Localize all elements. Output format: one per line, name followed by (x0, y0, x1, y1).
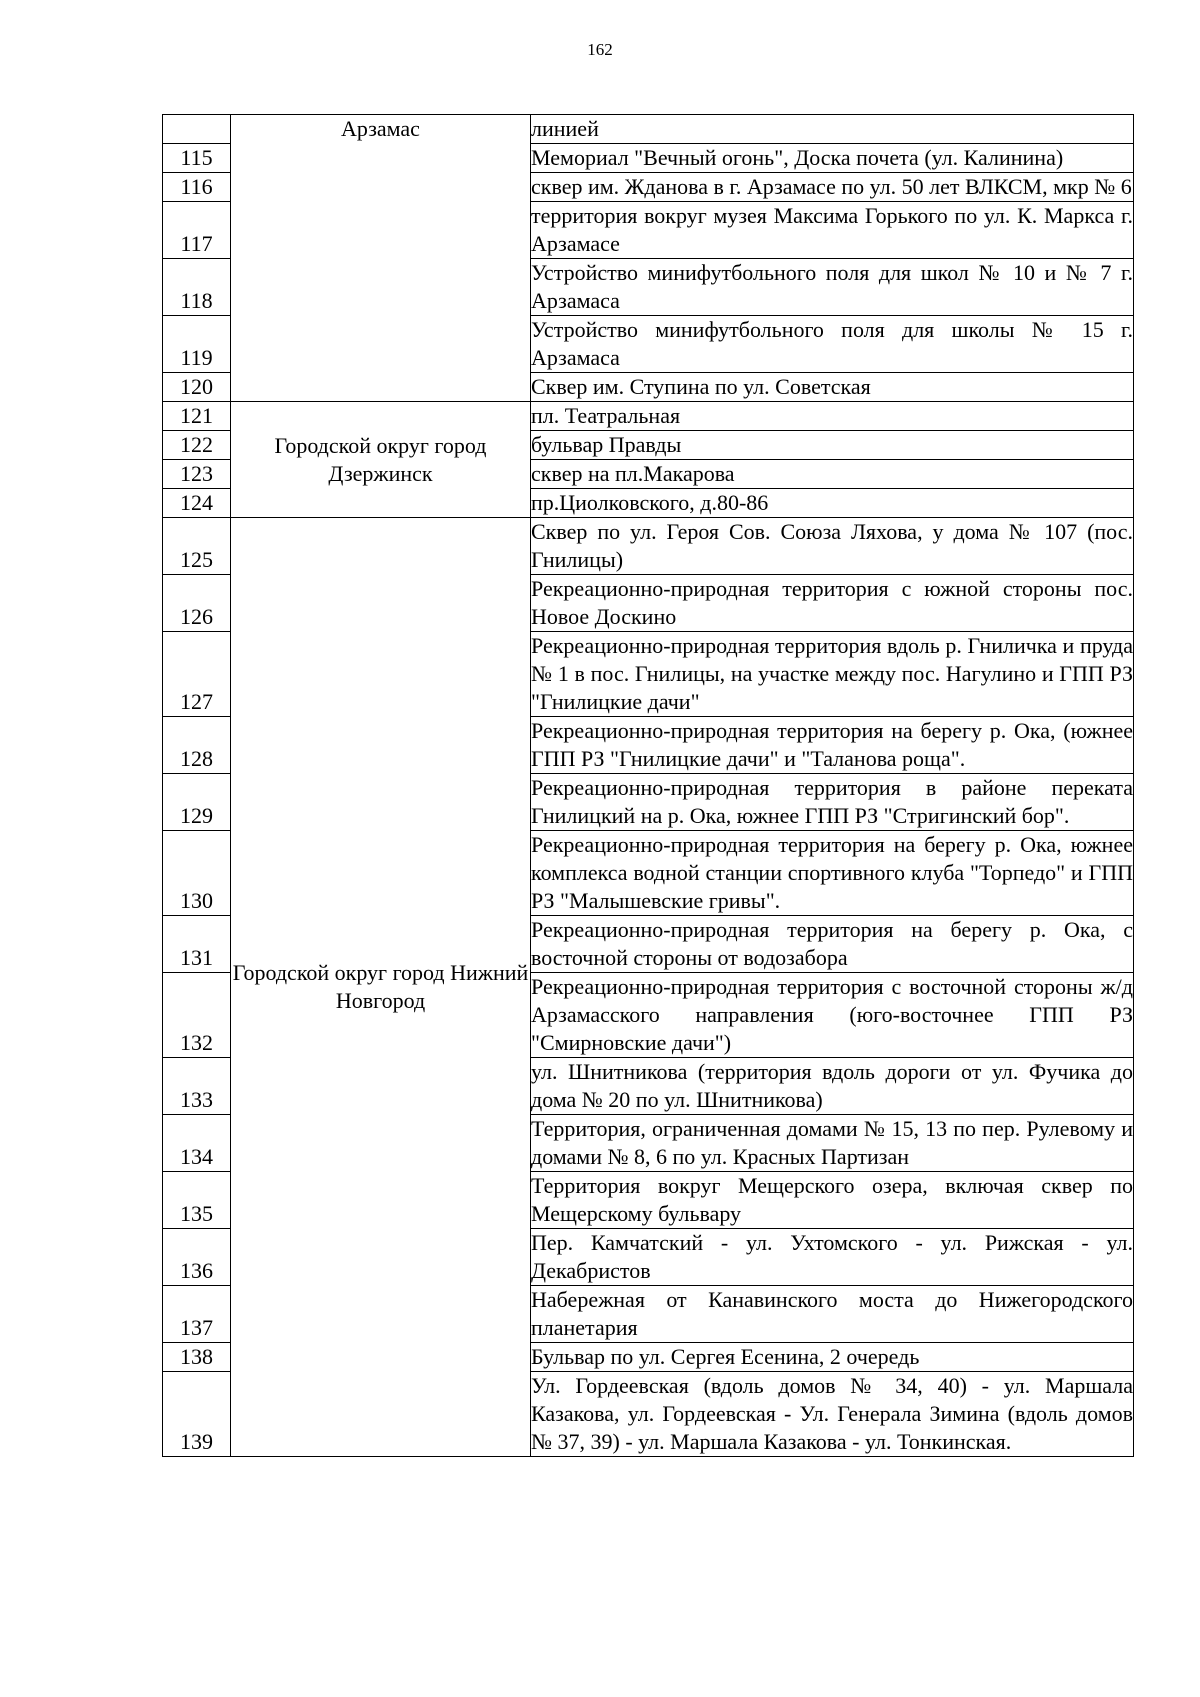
row-number: 128 (163, 717, 231, 774)
row-number: 126 (163, 575, 231, 632)
page-number: 162 (587, 40, 613, 59)
territory-description: территория вокруг музея Максима Горького по ул. К. Маркса г. Арзамасе (531, 202, 1134, 259)
territory-description: сквер им. Жданова в г. Арзамасе по ул. 50 лет ВЛКСМ, мкр № 6 (531, 173, 1134, 202)
table-row (163, 115, 1134, 144)
territory-description: Пер. Камчатский - ул. Ухтомского - ул. Рижская - ул. Декабристов (531, 1229, 1134, 1286)
row-number: 138 (163, 1343, 231, 1372)
territory-description: бульвар Правды (531, 431, 1134, 460)
territory-description: Рекреационно-природная территория на берегу р. Ока, южнее комплекса водной станции спортивного клуба "Торпедо" и ГПП РЗ "Малышевские гривы". (531, 831, 1134, 916)
table-row (163, 518, 1134, 575)
territory-description: пр.Циолковского, д.80-86 (531, 489, 1134, 518)
row-number: 131 (163, 916, 231, 973)
location-cell: Городской округ город Дзержинск (231, 402, 531, 518)
row-number: 134 (163, 1115, 231, 1172)
row-number: 120 (163, 373, 231, 402)
territory-description: Рекреационно-природная территория вдоль р. Гниличка и пруда № 1 в пос. Гнилицы, на участке между пос. Нагулино и ГПП РЗ "Гнилицкие дачи" (531, 632, 1134, 717)
territory-description: Территория, ограниченная домами № 15, 13 по пер. Рулевому и домами № 8, 6 по ул. Красных Партизан (531, 1115, 1134, 1172)
territory-description: Рекреационно-природная территория с южной стороны пос. Новое Доскино (531, 575, 1134, 632)
row-number: 133 (163, 1058, 231, 1115)
territory-description: Мемориал "Вечный огонь", Доска почета (ул. Калинина) (531, 144, 1134, 173)
row-number: 119 (163, 316, 231, 373)
row-number: 123 (163, 460, 231, 489)
territory-description: ул. Шнитникова (территория вдоль дороги от ул. Фучика до дома № 20 по ул. Шнитникова) (531, 1058, 1134, 1115)
row-number: 127 (163, 632, 231, 717)
row-number: 135 (163, 1172, 231, 1229)
territory-table (162, 114, 1134, 1457)
location-cell: Городской округ город Нижний Новгород (231, 518, 531, 1457)
row-number: 137 (163, 1286, 231, 1343)
territory-description: Рекреационно-природная территория с восточной стороны ж/д Арзамасского направления (юго-восточнее ГПП РЗ "Смирновские дачи") (531, 973, 1134, 1058)
territory-description: Сквер по ул. Героя Сов. Союза Ляхова, у дома № 107 (пос. Гнилицы) (531, 518, 1134, 575)
territory-description: Бульвар по ул. Сергея Есенина, 2 очередь (531, 1343, 1134, 1372)
territory-description: сквер на пл.Макарова (531, 460, 1134, 489)
territory-description: Устройство минифутбольного поля для школы № 15 г. Арзамаса (531, 316, 1134, 373)
territory-description: Рекреационно-природная территория на берегу р. Ока, с восточной стороны от водозабора (531, 916, 1134, 973)
row-number: 125 (163, 518, 231, 575)
row-number: 122 (163, 431, 231, 460)
row-number: 118 (163, 259, 231, 316)
territory-description: Устройство минифутбольного поля для школ № 10 и № 7 г. Арзамаса (531, 259, 1134, 316)
territory-description: Рекреационно-природная территория в районе переката Гнилицкий на р. Ока, южнее ГПП РЗ "Стригинский бор". (531, 774, 1134, 831)
row-number: 117 (163, 202, 231, 259)
row-number: 124 (163, 489, 231, 518)
territory-description: Набережная от Канавинского моста до Нижегородского планетария (531, 1286, 1134, 1343)
territory-description: пл. Театральная (531, 402, 1134, 431)
row-number: 121 (163, 402, 231, 431)
location-cell: Арзамас (231, 115, 531, 402)
row-number: 132 (163, 973, 231, 1058)
row-number: 115 (163, 144, 231, 173)
territory-description: линией (531, 115, 1134, 144)
row-number: 116 (163, 173, 231, 202)
row-number: 136 (163, 1229, 231, 1286)
row-number: 129 (163, 774, 231, 831)
table-body (163, 115, 1134, 1457)
row-number: 139 (163, 1372, 231, 1457)
territory-description: Ул. Гордеевская (вдоль домов № 34, 40) - ул. Маршала Казакова, ул. Гордеевская - Ул. Генерала Зимина (вдоль домов № 37, 39) - ул. Маршала Казакова - ул. Тонкинская. (531, 1372, 1134, 1457)
row-number: 130 (163, 831, 231, 916)
territory-description: Сквер им. Ступина по ул. Советская (531, 373, 1134, 402)
territory-description: Рекреационно-природная территория на берегу р. Ока, (южнее ГПП РЗ "Гнилицкие дачи" и "Таланова роща". (531, 717, 1134, 774)
territory-description: Территория вокруг Мещерского озера, включая сквер по Мещерскому бульвару (531, 1172, 1134, 1229)
table-row (163, 402, 1134, 431)
row-number (163, 115, 231, 144)
